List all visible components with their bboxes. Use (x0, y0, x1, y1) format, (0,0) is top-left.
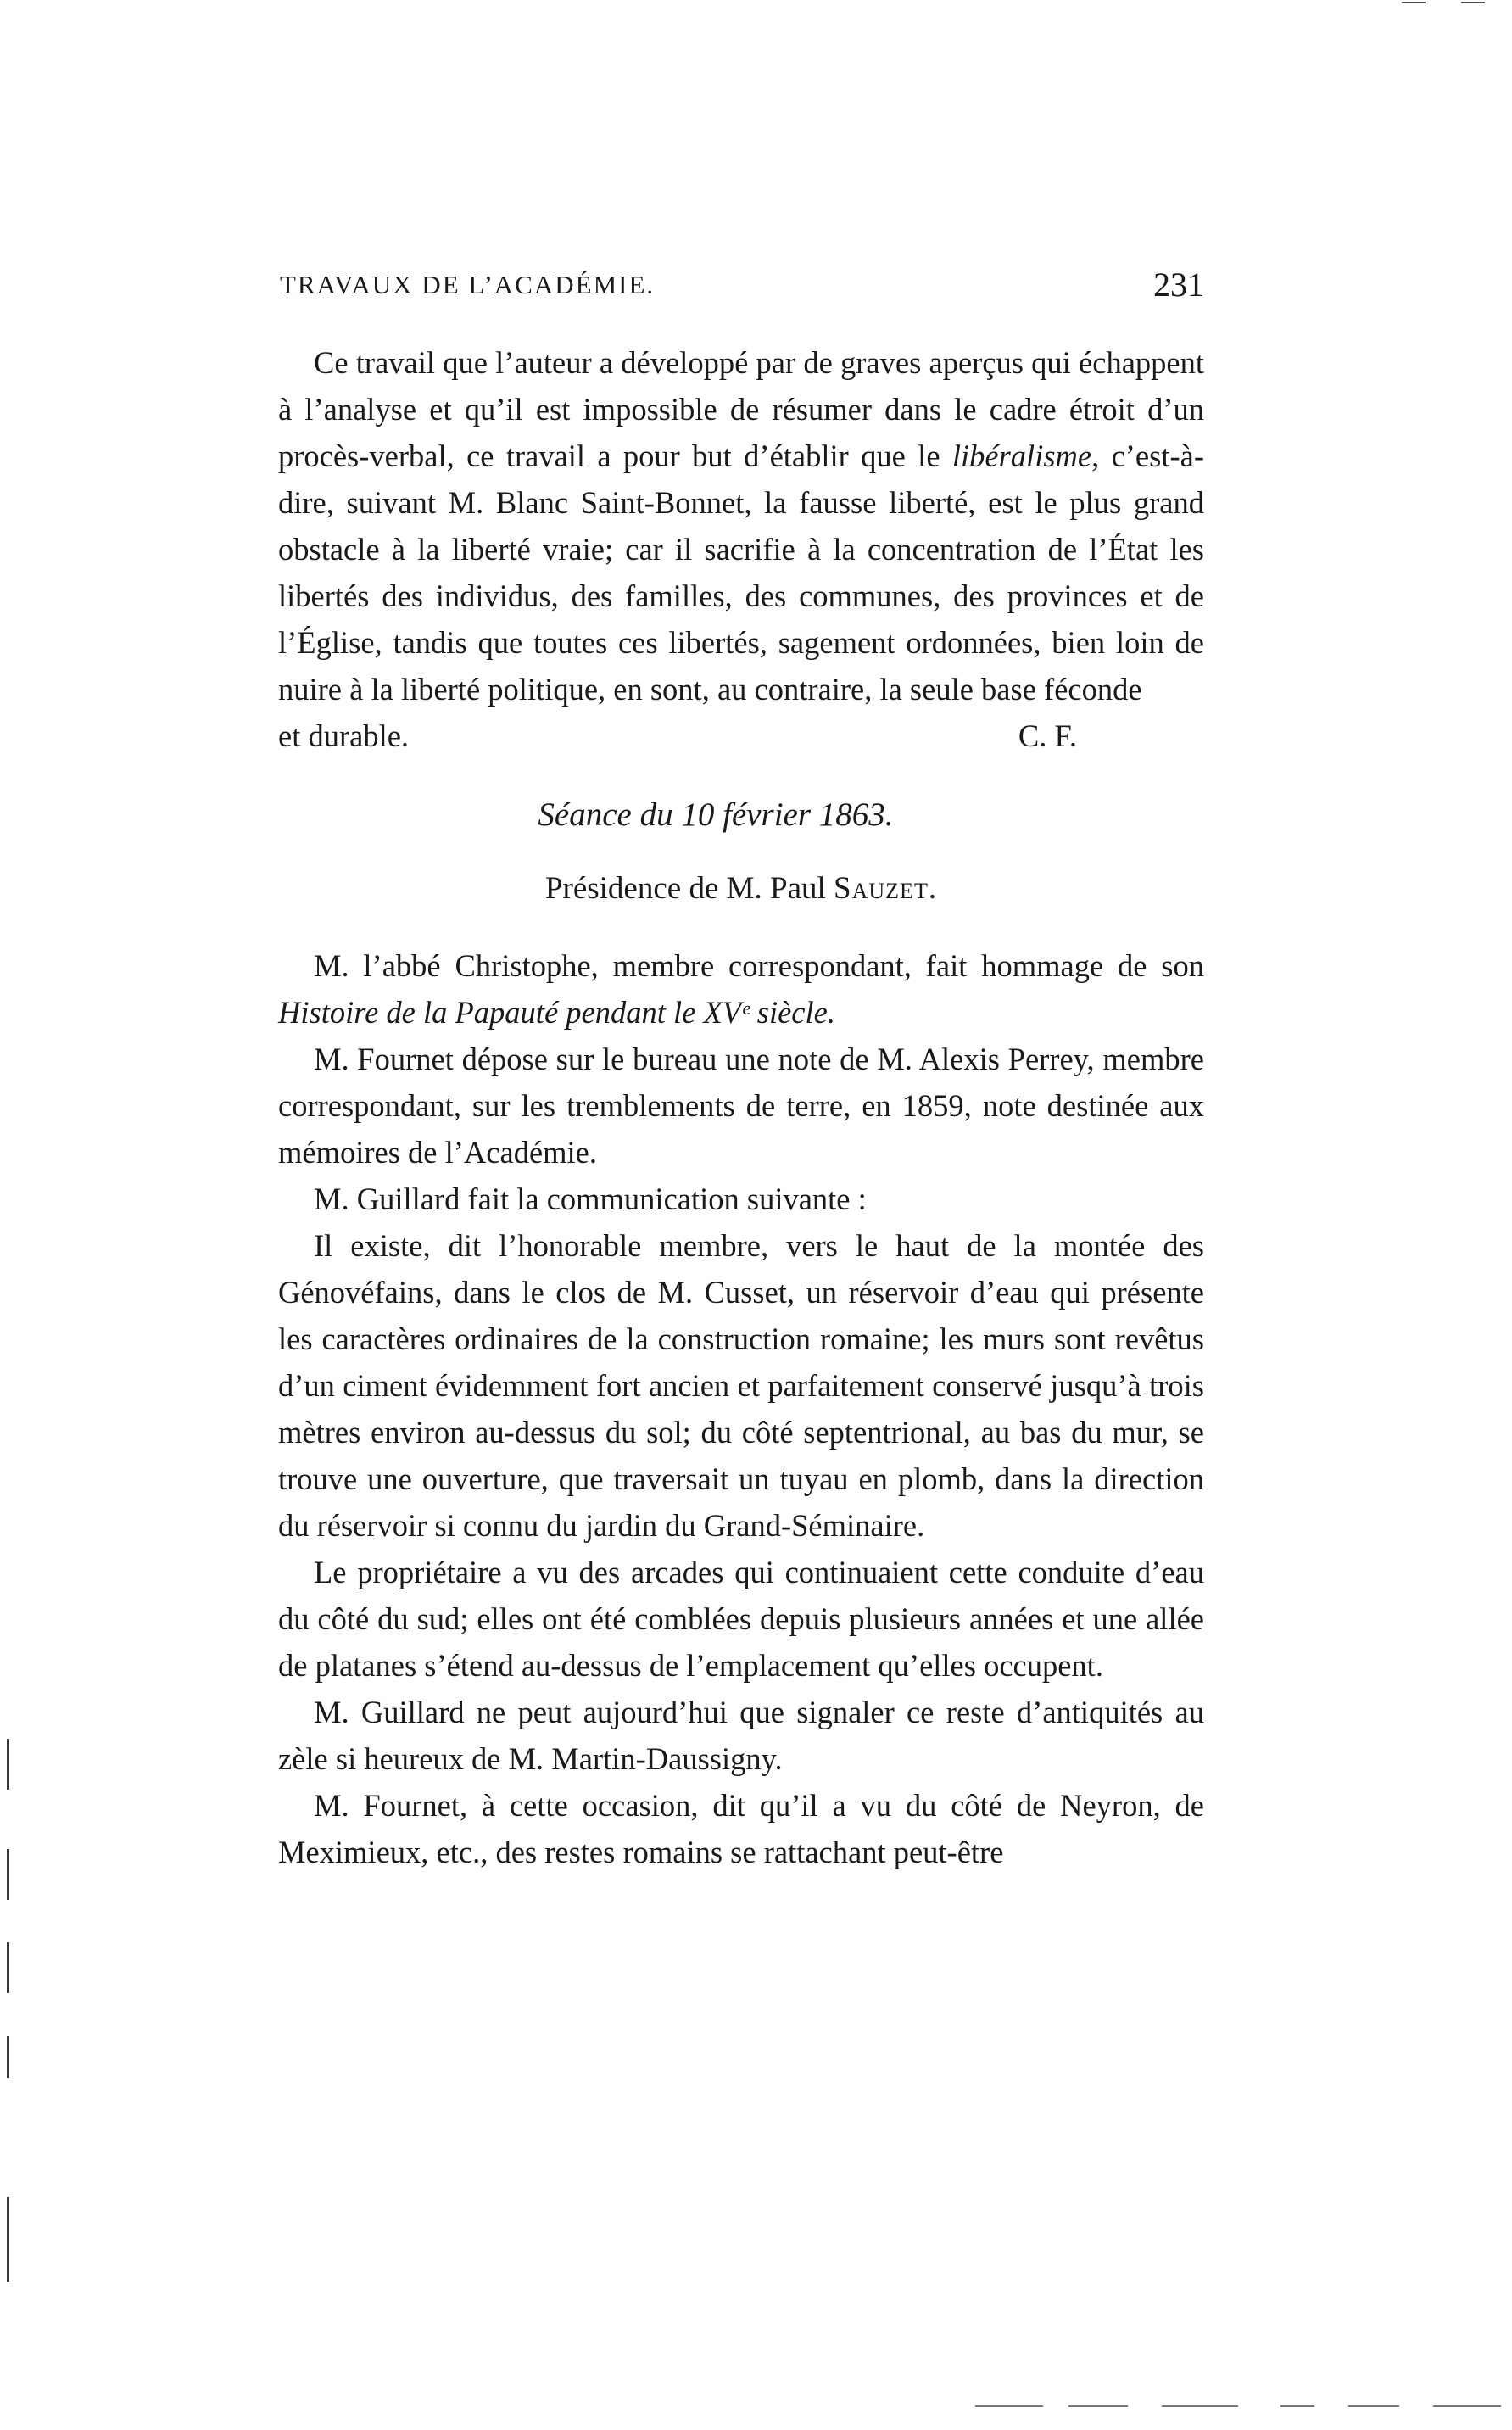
paragraph-guillard-intro: M. Guillard fait la communication suivante : (314, 1181, 867, 1216)
closing-words: et durable. (278, 718, 410, 753)
paragraph-reservoir: Il existe, dit l’honorable membre, vers le haut de la montée des Génovéfains, dans le clos de M. Cusset, un réservoir d’eau qui présente les caractères ordinaires de la construction romaine; les murs sont revêtus d’un ciment évidemment fort ancien et parfaitement conservé jusqu’à trois mètres environ au-dessus du sol; du côté septentrional, au bas du mur, se trouve une ouverture, que traversait un tuyau en plomb, dans la direction du réservoir si connu du jardin du Grand-Séminaire. (278, 1228, 1204, 1543)
paragraph-antiquites: M. Guillard ne peut aujourd’hui que signaler ce reste d’antiquités au zèle si heureux de M. Martin-Daussigny. (278, 1695, 1204, 1776)
page-header (280, 265, 1204, 312)
paragraph-text: M. l’abbé Christophe, membre correspondant, fait hommage de son (314, 948, 1204, 983)
signature-line (278, 712, 1204, 759)
paragraph-hommage (278, 942, 1204, 1036)
scan-bottom-marks (975, 2405, 1509, 2410)
author-initials: C. F. (1018, 718, 1077, 753)
paragraph-fournet-note: M. Fournet dépose sur le bureau une note de M. Alexis Perrey, membre correspondant, sur les tremblements de terre, en 1859, note destinée aux mémoires de l’Académie. (278, 1042, 1204, 1170)
book-title: Histoire de la Papauté pendant le XVᵉ siècle. (278, 995, 835, 1030)
page-number: 231 (1153, 265, 1204, 304)
body-text (278, 339, 1204, 1875)
paragraph-liberalisme (278, 339, 1204, 712)
paragraph-text: , c’est-à-dire, suivant M. Blanc Saint-Bonnet, la fausse liberté, est le plus grand obstacle à la liberté vraie; car il sacrifie à la concentration de l’État les libertés des individus, des familles, des communes, des provinces et de l’Église, tandis que toutes ces libertés, sagement ordonnées, bien loin de nuire à la liberté politique, en sont, au contraire, la seule base féconde (278, 439, 1204, 707)
paragraph-neyron: M. Fournet, à cette occasion, dit qu’il a vu du côté de Neyron, de Meximieux, etc., des restes romains se rattachant peut-être (278, 1788, 1204, 1869)
paragraph-arcades: Le propriétaire a vu des arcades qui continuaient cette conduite d’eau du côté du sud; elles ont été comblées depuis plusieurs années et une allée de platanes s’étend au-dessus de l’emplacement qu’elles occupent. (278, 1555, 1204, 1683)
president-name: Sauzet. (834, 871, 938, 906)
italic-term: libéralisme (951, 439, 1092, 473)
scan-edge-marks (1402, 0, 1495, 8)
running-head: TRAVAUX DE L’ACADÉMIE. (280, 270, 656, 299)
session-heading: Séance du 10 février 1863. (538, 796, 894, 833)
paragraph-text: Ce travail que l’auteur a développé par de graves aperçus qui échappent à l’analyse et qu’il est impossible de résumer dans le cadre étroit d’un procès-verbal, ce travail a pour but d’établir que le (278, 345, 1204, 473)
presidency-line (278, 865, 1204, 912)
presidency-prefix: Présidence de M. Paul (544, 871, 834, 906)
